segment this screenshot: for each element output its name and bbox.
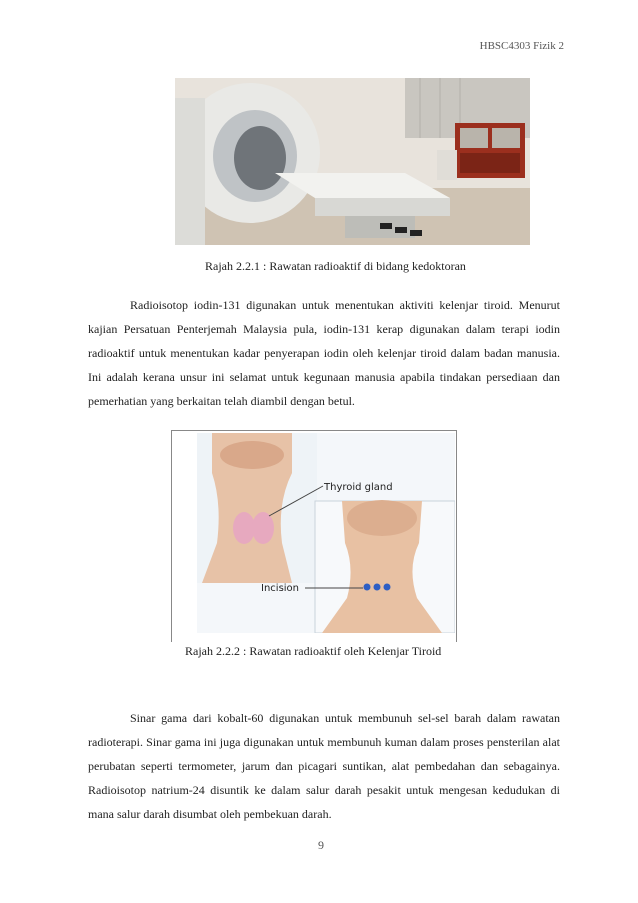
thyroid-gland-label: Thyroid gland xyxy=(324,482,393,493)
figure1-caption: Rajah 2.2.1 : Rawatan radioaktif di bidang kedoktoran xyxy=(205,259,466,273)
paragraph-iodine xyxy=(88,293,560,413)
page-header: HBSC4303 Fizik 2 xyxy=(479,40,564,52)
figure2-caption: Rajah 2.2.2 : Rawatan radioaktif oleh Kelenjar Tiroid xyxy=(185,644,442,658)
figure-thyroid-illustration xyxy=(197,433,455,633)
page-number: 9 xyxy=(318,838,324,852)
paragraph-text: Radioisotop iodin-131 digunakan untuk menentukan aktiviti kelenjar tiroid. Menurut kajian Persatuan Penterjemah Malaysia pula, iodin-131 kerap digunakan dalam terapi iodin radioaktif untuk menentukan kadar penyerapan iodin oleh kelenjar tiroid dalam badan manusia. Ini adalah kerana unsur ini selamat untuk kegunaan manusia apabila tindakan persediaan dan pemerhatian yang berkaitan telah diambil dengan betul. xyxy=(88,298,560,408)
scanner-room-illustration xyxy=(175,78,530,245)
figure-scanner-photo xyxy=(175,78,530,245)
thyroid-diagram xyxy=(197,433,455,633)
paragraph-text: Sinar gama dari kobalt-60 digunakan untuk membunuh sel-sel barah dalam rawatan radioterapi. Sinar gama ini juga digunakan untuk membunuh kuman dalam proses pensterilan alat perubatan seperti termometer, jarum dan picagari suntikan, alat pembedahan dan sebagainya. Radioisotop natrium-24 disuntik ke dalam salur darah pesakit untuk mengesan kedudukan di mana salur darah disumbat oleh pembekuan darah. xyxy=(88,711,560,821)
paragraph-gamma xyxy=(88,706,560,826)
incision-label: Incision xyxy=(261,583,300,594)
